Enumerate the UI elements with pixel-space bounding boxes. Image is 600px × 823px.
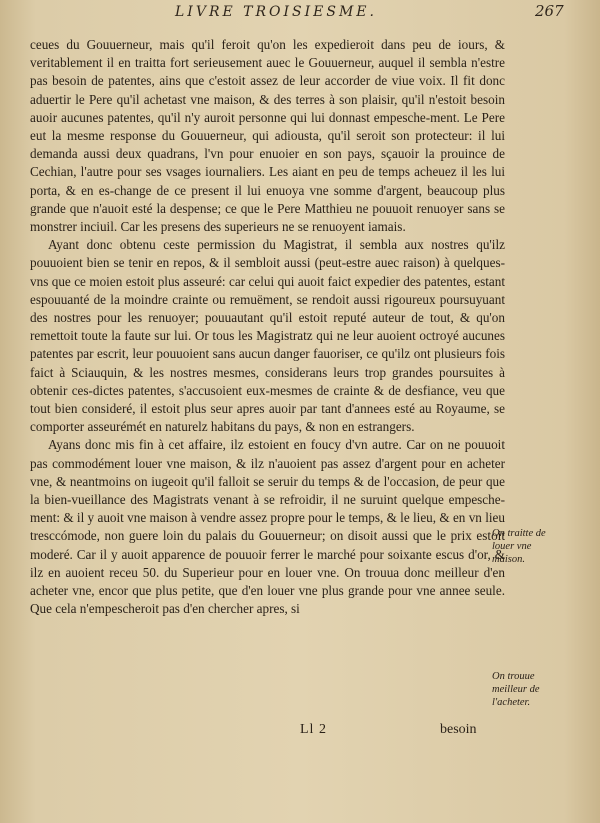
running-head: LIVRE TROISIESME. — [175, 4, 377, 20]
paragraph-3: Ayans donc mis fin à cet affaire, ilz estoient en foucy d'vn autre. Car on ne pouuoit pas commodément louer vne maison, & ilz n'auoient pas assez d'argent pour en acheter vne, & neantmoins on iugeoit qu'il falloit se seruir du temps & de l'occasion, de peur que la bien-vueillance des Magistrats venant à se refroidir, il ne suruint quelque empesche-ment: & il y auoit vne maison à vendre assez propre pour le temps, & le lieu, & en vn lieu tresccómode, non guere loin du palais du Gouuerneur; on disoit aussi que le prix estoit moderé. Car il y auoit apparence de pouuoir ferrer le marché pour soixante escus d'or, & ilz en auoient receu 50. du Superieur pour en louer vne. On trouua donc meilleur d'en acheter vne, encor que plus petite, que d'en louer vne plus grande pour vne annee seule. Que cela n'empescheroit pas d'en chercher apres, si — [30, 437, 505, 617]
page-number: 267 — [535, 2, 564, 20]
margin-note-1: On traitte de louer vne maison. — [492, 528, 546, 565]
paragraph-1: ceues du Gouuerneur, mais qu'il feroit qu'on les expedieroit dans peu de iours, & veritablement il en traitta fort serieusement auec le Gouuerneur, auquel il sembla n'estre pas besoin de patentes, ains que c'estoit assez de leur accorder de viue voix. Il fit donc aduertir le Pere qu'il achetast vne maison, & des terres à son plaisir, qu'il n'estoit besoin auoir aucunes patentes, qu'il n'y auroit personne qui lui donnast empesche-ment. Le Pere eut la mesme response du Gouuerneur, qui adiousta, qu'il seroit son protecteur: il lui demanda aussi deux quadrans, l'vn pour enuoier en son pays, sçauoir la prouince de Cechian, l'autre pour ses vsages iournaliers. Les aiant en peu de temps acheuez il les lui porta, & en es-change de ce present il lui enuoya vne somme d'argent, beaucoup plus grande que n'auoit esté la despense; ce que le Pere Matthieu ne pouuoit renuoyer sans se monstrer inciuil. Car les presens des superieurs ne se renuoyent iamais. — [30, 37, 505, 235]
paragraph-2: Ayant donc obtenu ceste permission du Magistrat, il sembla aux nostres qu'ilz pouuoient bien se tenir en repos, & il sembloit aussi (peut-estre auec raison) à quelques-vns que ce moien estoit plus asseuré: car celui qui auoit faict expedier des patentes, estant espouuanté de la moindre crainte ou remuëment, se rendoit aussi rigoureux poursuyuant des nostres pour les renuoyer; pouuautant qu'il estoit reputé auteur de tout, & qu'on remettoit toute la faute sur lui. Or tous les Magistratz qui ne leur auoient octroyé aucunes patentes par escrit, leur pouuoient sans aucun danger fauoriser, ce qu'ilz ont plusieurs fois faict à Sciauquin, & les nostres mesmes, considerans leurs trop grandes poursuites à obtenir ces-dictes patentes, s'accusoient eux-mesmes de crainte & de desfiance, veu que tout bien consideré, il estoit plus seur apres auoir par tant d'annees esté au Royaume, se comporter asseurémét en naturelz habitans du pays, & non en estrangers. — [30, 237, 505, 435]
catchword: besoin — [440, 722, 477, 737]
margin-note-2: On trouue meilleur de l'acheter. — [492, 671, 540, 708]
signature-mark: Ll 2 — [300, 722, 327, 737]
body-text — [30, 36, 505, 619]
page-header — [0, 2, 600, 22]
